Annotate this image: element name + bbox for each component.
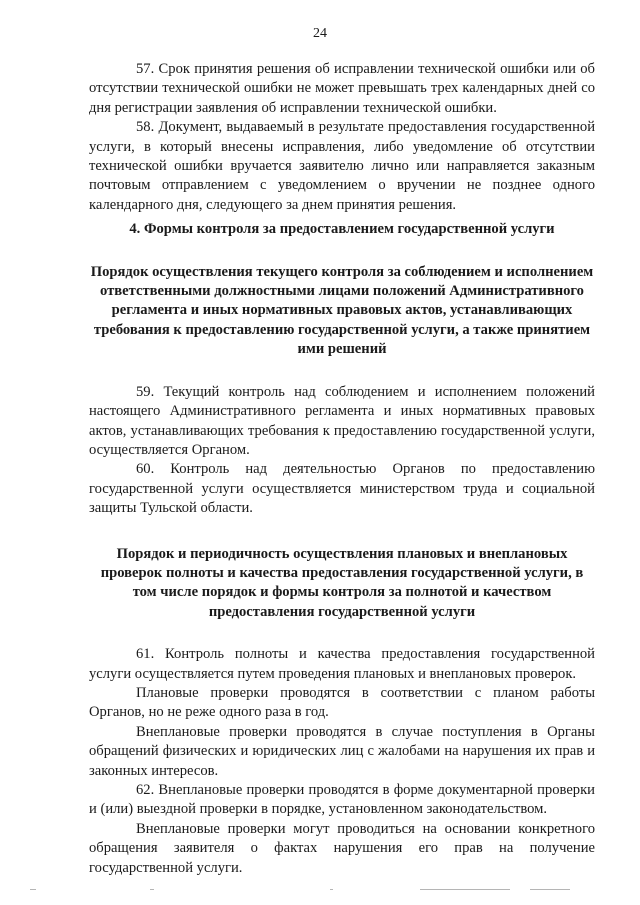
paragraph-60: 60. Контроль над деятельностью Органов по предоставлению государственной услуги осуществляется министерством труда и социальной защиты Тульской области.: [89, 461, 595, 517]
subheading-inspections: Порядок и периодичность осуществления плановых и внеплановых проверок полноты и качества предоставления государственной услуги, в том числе порядок и формы контроля за полнотой и качеством предоставления государственной услуги: [100, 545, 584, 620]
paragraph-unplanned-checks: Внеплановые проверки проводятся в случае поступления в Органы обращений физических и юридических лиц с жалобами на нарушения их прав и законных интересов.: [89, 723, 595, 779]
paragraph-57: 57. Срок принятия решения об исправлении технической ошибки или об отсутствии технической ошибки не может превышать трех календарных дней со дня регистрации заявления об исправлении технической ошибки.: [89, 61, 595, 116]
paragraph-unplanned-basis: Внеплановые проверки могут проводиться на основании конкретного обращения заявителя о фактах нарушения его прав на получение государственной услуги.: [89, 820, 595, 876]
paragraph-59: 59. Текущий контроль над соблюдением и исполнением положений настоящего Административного регламента и иных нормативных правовых актов, устанавливающих требования к предоставлению государственной услуги, осуществляется Органом.: [89, 383, 595, 458]
section-heading: 4. Формы контроля за предоставлением государственной услуги: [129, 221, 555, 238]
paragraph-planned-checks: Плановые проверки проводятся в соответствии с планом работы Органов, но не реже одного раза в год.: [89, 684, 595, 721]
subheading-current-control: Порядок осуществления текущего контроля за соблюдением и исполнением ответственными должностными лицами положений Административного регламента и иных нормативных правовых актов, устанавливающих требования к предоставлению государственной услуги, а также принятием ими решений: [90, 263, 594, 358]
page-number: 24: [313, 26, 327, 41]
paragraph-62: 62. Внеплановые проверки проводятся в форме документарной проверки и (или) выездной проверки в порядке, установленном законодательством.: [89, 782, 595, 818]
paragraph-61: 61. Контроль полноты и качества предоставления государственной услуги осуществляется путем проведения плановых и внеплановых проверок.: [89, 646, 595, 682]
document-body: [89, 60, 595, 878]
paragraph-58: 58. Документ, выдаваемый в результате предоставления государственной услуги, в который внесены исправления, либо уведомление об отсутствии технической ошибки вручается заявителю лично или направляется заказным почтовым отправлением с уведомлением о вручении не позднее одного календарного дня, следующего за днем принятия решения.: [89, 119, 595, 213]
scan-artifacts: [30, 889, 610, 893]
